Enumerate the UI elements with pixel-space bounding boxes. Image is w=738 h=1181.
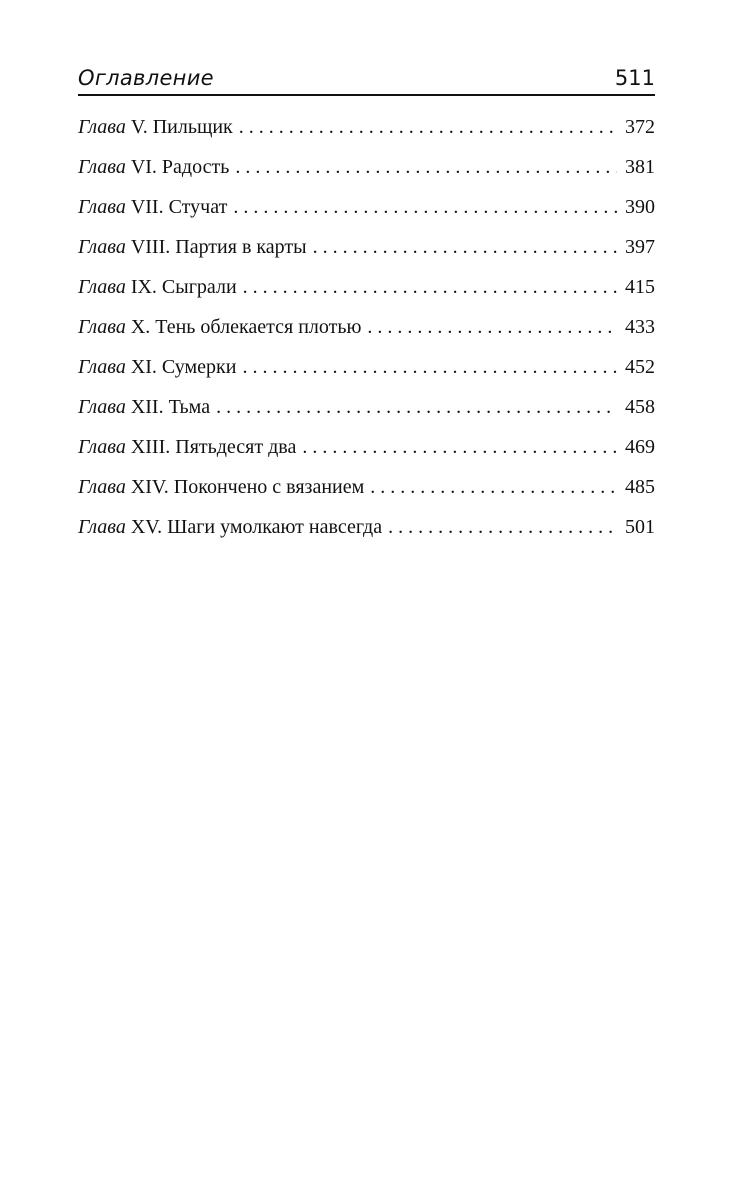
table-of-contents xyxy=(78,107,655,547)
chapter-title: XV. Шаги умолкают навсегда xyxy=(130,516,383,538)
chapter-title: XIV. Покончено с вязанием xyxy=(130,476,365,498)
chapter-label xyxy=(78,187,227,227)
book-page xyxy=(78,0,655,1181)
chapter-label xyxy=(78,147,229,187)
chapter-title: IX. Сыграли xyxy=(130,276,237,298)
chapter-prefix: Глава xyxy=(78,276,126,298)
chapter-page-number: 501 xyxy=(625,516,655,538)
chapter-label xyxy=(78,307,361,347)
chapter-label xyxy=(78,507,382,547)
toc-entry xyxy=(78,507,655,547)
toc-entry xyxy=(78,467,655,507)
chapter-label xyxy=(78,267,237,307)
chapter-prefix: Глава xyxy=(78,396,126,418)
chapter-prefix: Глава xyxy=(78,476,126,498)
chapter-label xyxy=(78,347,236,387)
chapter-page-number: 458 xyxy=(625,396,655,418)
chapter-prefix: Глава xyxy=(78,156,126,178)
section-title: Оглавление xyxy=(78,66,214,90)
chapter-title: VIII. Партия в карты xyxy=(130,236,307,258)
chapter-title: XII. Тьма xyxy=(130,396,211,418)
dot-leader xyxy=(313,227,617,267)
chapter-title: VI. Радость xyxy=(130,156,230,178)
chapter-title: X. Тень облекается плотью xyxy=(130,316,362,338)
dot-leader xyxy=(370,467,617,507)
dot-leader xyxy=(243,267,617,307)
page-number: 511 xyxy=(614,66,655,90)
chapter-label xyxy=(78,227,307,267)
chapter-prefix: Глава xyxy=(78,196,126,218)
dot-leader xyxy=(239,107,617,147)
chapter-prefix: Глава xyxy=(78,116,126,138)
chapter-prefix: Глава xyxy=(78,356,126,378)
toc-entry xyxy=(78,147,655,187)
chapter-label xyxy=(78,107,233,147)
dot-leader xyxy=(388,507,617,547)
dot-leader xyxy=(367,307,617,347)
toc-entry xyxy=(78,307,655,347)
toc-entry xyxy=(78,387,655,427)
chapter-page-number: 452 xyxy=(625,356,655,378)
chapter-label xyxy=(78,467,364,507)
chapter-page-number: 372 xyxy=(625,116,655,138)
chapter-title: XI. Сумерки xyxy=(130,356,237,378)
chapter-prefix: Глава xyxy=(78,316,126,338)
chapter-page-number: 433 xyxy=(625,316,655,338)
chapter-page-number: 397 xyxy=(625,236,655,258)
chapter-page-number: 415 xyxy=(625,276,655,298)
chapter-page-number: 381 xyxy=(625,156,655,178)
dot-leader xyxy=(216,387,617,427)
chapter-title: VII. Стучат xyxy=(130,196,228,218)
toc-entry xyxy=(78,187,655,227)
chapter-page-number: 485 xyxy=(625,476,655,498)
dot-leader xyxy=(235,147,617,187)
toc-entry xyxy=(78,227,655,267)
dot-leader xyxy=(233,187,617,227)
running-header xyxy=(78,58,655,96)
toc-entry xyxy=(78,347,655,387)
chapter-prefix: Глава xyxy=(78,236,126,258)
chapter-label xyxy=(78,427,296,467)
chapter-title: V. Пильщик xyxy=(130,116,233,138)
chapter-page-number: 469 xyxy=(625,436,655,458)
toc-entry xyxy=(78,107,655,147)
chapter-title: XIII. Пятьдесят два xyxy=(130,436,297,458)
toc-entry xyxy=(78,267,655,307)
toc-entry xyxy=(78,427,655,467)
chapter-page-number: 390 xyxy=(625,196,655,218)
chapter-prefix: Глава xyxy=(78,516,126,538)
dot-leader xyxy=(242,347,617,387)
chapter-prefix: Глава xyxy=(78,436,126,458)
dot-leader xyxy=(302,427,617,467)
chapter-label xyxy=(78,387,210,427)
